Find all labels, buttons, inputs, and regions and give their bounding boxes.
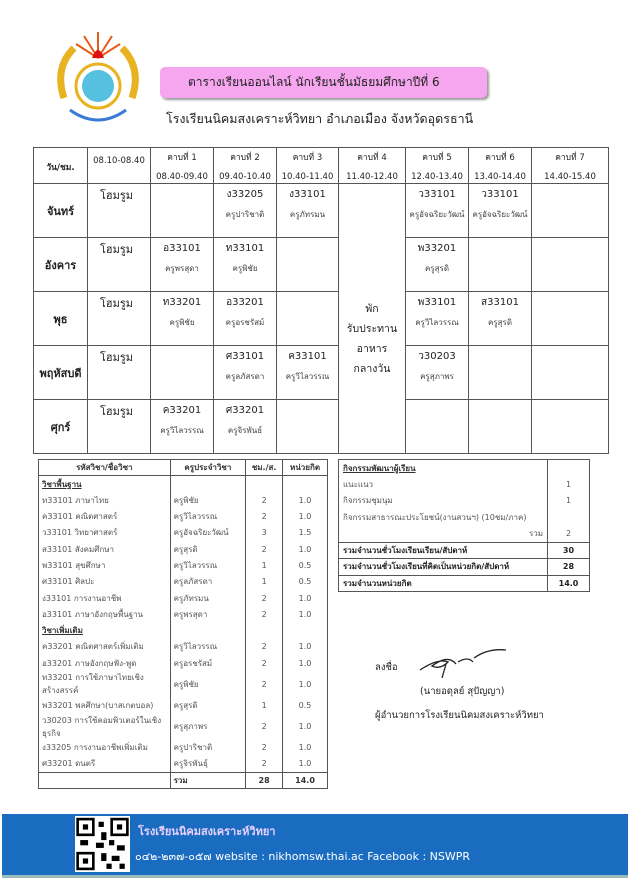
- subjects-table: [38, 459, 328, 789]
- empty-cell: [170, 476, 246, 492]
- teacher-name: ครูปาริชาติ: [225, 210, 265, 219]
- class-cell: [277, 400, 339, 454]
- subjects-header: [39, 460, 328, 476]
- column-header: หน่วยกิต: [283, 460, 328, 476]
- subject-code: พ33201: [417, 243, 457, 254]
- period-header: [532, 148, 609, 184]
- period-label: คาบที่ 1: [167, 153, 197, 163]
- column-header: ครูประจำวิชา: [170, 460, 246, 476]
- lunch-break-cell: [339, 184, 406, 454]
- empty-cell: [548, 460, 590, 477]
- homeroom-cell: โฮมรูม: [88, 238, 151, 292]
- summary-row: [339, 542, 590, 559]
- day-label: จันทร์: [34, 184, 88, 238]
- subject-cell: 0.5: [283, 697, 328, 713]
- subject-cell: 2: [246, 639, 283, 655]
- class-cell: [214, 292, 277, 346]
- subject-row: [39, 508, 328, 524]
- period-label: คาบที่ 2: [230, 153, 260, 163]
- timetable-row: [34, 184, 609, 238]
- class-cell: [406, 184, 469, 238]
- class-cell: [214, 346, 277, 400]
- subject-cell: ง33101 การงานอาชีพ: [42, 593, 122, 603]
- day-label: พฤหัสบดี: [34, 346, 88, 400]
- period-time: 14.40-15.40: [544, 172, 596, 182]
- subject-cell: 2: [246, 655, 283, 671]
- teacher-name: ครูจิรพันธ์: [227, 426, 263, 435]
- subject-code: ว33101: [481, 189, 519, 200]
- lunch-text: รับประทาน: [346, 322, 398, 335]
- activity-row: [339, 476, 590, 493]
- subject-cell: ศ33201 ดนตรี: [42, 759, 96, 769]
- teacher-name: ครูวิไลวรรณ: [160, 426, 204, 435]
- subject-cell: ง33205 การงานอาชีพเพิ่มเติม: [42, 743, 148, 753]
- subject-code: ง33101: [289, 189, 326, 200]
- period-time: 13.40-14.40: [474, 172, 526, 182]
- period-header: [151, 148, 214, 184]
- class-cell: [532, 292, 609, 346]
- subject-cell: 1.0: [283, 590, 328, 606]
- subject-cell: ท33101 ภาษาไทย: [42, 495, 109, 505]
- subject-cell: 1.5: [283, 525, 328, 541]
- subject-code: ว33101: [418, 189, 456, 200]
- corner-header: วัน/ชม.: [34, 148, 88, 184]
- homeroom-cell: โฮมรูม: [88, 184, 151, 238]
- class-cell: [277, 346, 339, 400]
- subject-cell: 1.0: [283, 756, 328, 772]
- footer-contact[interactable]: ๐๔๒-๒๓๗-๐๕๗ website : nikhomsw.thai.ac Facebook : NSWPR: [135, 850, 471, 863]
- activity-hours: 1: [548, 493, 590, 510]
- subject-cell: ครูวิไลวรรณ: [170, 639, 246, 655]
- empty-cell: [170, 622, 246, 638]
- empty-cell: [246, 622, 283, 638]
- subject-code: อ33201: [226, 297, 264, 308]
- class-cell: [214, 184, 277, 238]
- class-cell: [406, 346, 469, 400]
- teacher-name: ครูวิไลวรรณ: [415, 318, 459, 327]
- subject-row: [39, 740, 328, 756]
- subject-cell: ครูวิไลวรรณ: [170, 508, 246, 524]
- class-cell: [406, 292, 469, 346]
- teacher-name: ครูวิไลวรรณ: [285, 372, 330, 381]
- period-label: คาบที่ 4: [357, 153, 387, 163]
- subject-cell: 2: [246, 756, 283, 772]
- class-cell: [406, 238, 469, 292]
- subject-code: ท33201: [162, 297, 202, 308]
- qr-code-icon[interactable]: [75, 816, 130, 872]
- teacher-name: ครูพรสุดา: [165, 264, 199, 273]
- subject-cell: ครูปาริชาติ: [170, 740, 246, 756]
- subject-cell: 1: [246, 557, 283, 573]
- teacher-name: ครูอัจฉริยะวัฒน์: [472, 210, 528, 219]
- subject-cell: ครูสุรดิ: [170, 541, 246, 557]
- subject-cell: ครูวิไลวรรณ: [170, 557, 246, 573]
- total-row: [39, 772, 328, 788]
- subject-cell: 2: [246, 508, 283, 524]
- timetable-row: [34, 238, 609, 292]
- subject-row: [39, 697, 328, 713]
- period-label: คาบที่ 7: [555, 153, 585, 163]
- teacher-name: ครูพิชัย: [232, 264, 258, 273]
- activity-hours: 1: [548, 476, 590, 493]
- signer-name: (นายอดุลย์ สุปัญญา): [420, 686, 505, 697]
- teacher-name: ครูสุรดิ: [424, 264, 450, 273]
- subject-cell: 1: [246, 697, 283, 713]
- subject-cell: ว30203 การใช้คอมพิวเตอร์ในเชิงธุรกิจ: [42, 715, 162, 738]
- school-subtitle: โรงเรียนนิคมสงเคราะห์วิทยา อำเภอเมือง จังหวัดอุดรธานี: [166, 111, 474, 126]
- subject-cell: 1.0: [283, 655, 328, 671]
- period-time: 10.40-11.40: [281, 172, 334, 182]
- subject-cell: 3: [246, 525, 283, 541]
- subject-row: [39, 574, 328, 590]
- subject-cell: ว33101 วิทยาศาสตร์: [42, 528, 118, 538]
- subject-cell: พ33101 สุขศึกษา: [42, 560, 106, 570]
- subject-row: [39, 590, 328, 606]
- subject-cell: 2: [246, 740, 283, 756]
- empty-cell: [246, 476, 283, 492]
- period-label: คาบที่ 6: [485, 153, 515, 163]
- subject-cell: ครูอัจฉริยะวัฒน์: [170, 525, 246, 541]
- class-cell: [214, 238, 277, 292]
- subject-code: พ33101: [417, 297, 457, 308]
- subject-cell: 1.0: [283, 508, 328, 524]
- subject-cell: ครูพิชัย: [170, 671, 246, 697]
- subject-cell: ครูภัทรมน: [170, 590, 246, 606]
- class-cell: [277, 184, 339, 238]
- period-label: คาบที่ 3: [292, 153, 323, 163]
- subject-cell: พ33201 พลศึกษา(บาสเกตบอล): [42, 701, 154, 710]
- timetable-row: [34, 400, 609, 454]
- section-label: วิชาพื้นฐาน: [42, 479, 82, 489]
- footer-school-name: โรงเรียนนิคมสงเคราะห์วิทยา: [138, 825, 276, 838]
- subject-cell: ค33101 คณิตศาสตร์: [42, 512, 118, 522]
- subject-cell: 2: [246, 492, 283, 508]
- period-label: คาบที่ 5: [422, 153, 452, 163]
- activity-name: กิจกรรมชุมนุม: [343, 496, 393, 506]
- class-cell: [406, 400, 469, 454]
- subject-row: [39, 557, 328, 573]
- subject-cell: ครูสุภาพร: [170, 714, 246, 740]
- period-header: [277, 148, 339, 184]
- subject-cell: ท33201 การใช้ภาษาไทยเชิงสร้างสรรค์: [42, 673, 144, 696]
- section-row: [39, 622, 328, 638]
- class-cell: [532, 238, 609, 292]
- subject-cell: 1.0: [283, 740, 328, 756]
- class-cell: [151, 400, 214, 454]
- class-cell: [469, 346, 532, 400]
- signature-image: [418, 648, 508, 678]
- lunch-text: พัก: [365, 302, 379, 315]
- subject-row: [39, 606, 328, 622]
- subject-cell: 2: [246, 606, 283, 622]
- subject-cell: ส33101 สังคมศึกษา: [42, 544, 114, 554]
- homeroom-cell: โฮมรูม: [88, 400, 151, 454]
- signer-position: ผู้อำนวยการโรงเรียนนิคมสงเคราะห์วิทยา: [375, 710, 544, 721]
- summary-label: รวมจำนวนชั่วโมงเรียนเรียน/สัปดาห์: [339, 542, 548, 559]
- subject-code: ค33101: [288, 351, 327, 362]
- subject-cell: 1.0: [283, 541, 328, 557]
- timetable: [33, 147, 609, 454]
- subject-row: [39, 671, 328, 697]
- subject-cell: 1.0: [283, 639, 328, 655]
- subject-cell: 1.0: [283, 606, 328, 622]
- subject-row: [39, 639, 328, 655]
- subject-code: ง33205: [226, 189, 264, 200]
- class-cell: [214, 400, 277, 454]
- column-header: รหัสวิชา/ชื่อวิชา: [39, 460, 171, 476]
- subject-code: อ33101: [163, 243, 201, 254]
- subject-code: ศ33201: [225, 405, 265, 416]
- subject-cell: 2: [246, 714, 283, 740]
- subject-code: ศ33101: [225, 351, 265, 362]
- period-header: [406, 148, 469, 184]
- period-header: [214, 148, 277, 184]
- summary-label: รวมจำนวนชั่วโมงเรียนที่คิดเป็นหน่วยกิต/สัปดาห์: [339, 559, 548, 576]
- day-label: ศุกร์: [34, 400, 88, 454]
- activity-title: กิจกรรมพัฒนาผู้เรียน: [343, 463, 416, 473]
- class-cell: [469, 400, 532, 454]
- period-time: 11.40-12.40: [346, 172, 398, 182]
- empty-cell: [283, 476, 328, 492]
- teacher-name: ครูอัจฉริยะวัฒน์: [409, 210, 465, 219]
- subject-cell: อ33101 ภาษาอังกฤษพื้นฐาน: [42, 609, 144, 619]
- class-cell: [469, 292, 532, 346]
- teacher-name: ครูสุรดิ: [487, 318, 513, 327]
- activity-row: [339, 493, 590, 510]
- class-cell: [532, 400, 609, 454]
- summary-value: 28: [548, 559, 590, 576]
- summary-value: 14.0: [548, 575, 590, 592]
- class-cell: [532, 346, 609, 400]
- activities-table: [338, 459, 590, 592]
- total-label: รวม: [170, 772, 246, 788]
- timetable-row: [34, 346, 609, 400]
- total-credits: 14.0: [283, 772, 328, 788]
- summary-row: [339, 559, 590, 576]
- empty-cell: [39, 772, 171, 788]
- period-time: 09.40-10.40: [219, 172, 271, 182]
- period-header: [88, 148, 151, 184]
- teacher-name: ครูภัทรมน: [289, 210, 326, 219]
- subject-cell: ครูพิชัย: [170, 492, 246, 508]
- empty-cell: [283, 622, 328, 638]
- subject-row: [39, 541, 328, 557]
- day-label: อังคาร: [34, 238, 88, 292]
- subject-code: ท33101: [225, 243, 265, 254]
- class-cell: [277, 292, 339, 346]
- subject-cell: 1: [246, 574, 283, 590]
- teacher-name: ครูลภัสรดา: [225, 372, 265, 381]
- activity-sum-row: [339, 526, 590, 543]
- class-cell: [469, 184, 532, 238]
- subject-row: [39, 714, 328, 740]
- subject-cell: 2: [246, 541, 283, 557]
- timetable-row: [34, 292, 609, 346]
- subject-cell: ครูอรชรัสม์: [170, 655, 246, 671]
- activity-name: กิจกรรมสาธารณะประโยชน์(งานสวนฯ) (10ชม/ภาค): [343, 512, 527, 522]
- lunch-text: กลางวัน: [353, 362, 391, 375]
- day-label: พุธ: [34, 292, 88, 346]
- period-time: 08.10-08.40: [93, 156, 145, 166]
- subject-row: [39, 492, 328, 508]
- section-label: วิชาเพิ่มเติม: [42, 626, 83, 636]
- summary-row: [339, 575, 590, 592]
- activity-name: แนะแนว: [343, 479, 374, 489]
- sign-label: ลงชื่อ: [375, 662, 398, 673]
- subject-cell: 2: [246, 590, 283, 606]
- subject-cell: 0.5: [283, 557, 328, 573]
- period-time: 08.40-09.40: [156, 172, 208, 182]
- subject-cell: ครูลภัสรดา: [170, 574, 246, 590]
- subject-row: [39, 655, 328, 671]
- subject-row: [39, 525, 328, 541]
- subject-cell: 1.0: [283, 671, 328, 697]
- section-row: [39, 476, 328, 492]
- page-title: ตารางเรียนออนไลน์ นักเรียนชั้นมัธยมศึกษาปีที่ 6: [160, 67, 487, 98]
- activity-hours: [548, 509, 590, 526]
- class-cell: [151, 346, 214, 400]
- subject-cell: 1.0: [283, 714, 328, 740]
- activity-row: [339, 509, 590, 526]
- class-cell: [151, 292, 214, 346]
- total-hours: 28: [246, 772, 283, 788]
- subject-code: ส33101: [481, 297, 519, 308]
- lunch-text: อาหาร: [356, 342, 388, 355]
- activity-title-row: [339, 460, 590, 477]
- teacher-name: ครูอรชรัสม์: [225, 318, 265, 327]
- homeroom-cell: โฮมรูม: [88, 292, 151, 346]
- period-header: [339, 148, 406, 184]
- subject-cell: อ33201 ภาษอังกฤษฟัง-พูด: [42, 658, 137, 668]
- activity-sum-value: 2: [548, 526, 590, 543]
- subject-row: [39, 756, 328, 772]
- subject-cell: ครูพรสุดา: [170, 606, 246, 622]
- subject-cell: ครูสุรดิ: [170, 697, 246, 713]
- subject-cell: 0.5: [283, 574, 328, 590]
- teacher-name: ครูพิชัย: [169, 318, 195, 327]
- subject-code: ค33201: [162, 405, 202, 416]
- activity-sum-label: รวม: [528, 529, 543, 538]
- class-cell: [151, 238, 214, 292]
- school-logo: [50, 28, 146, 132]
- period-time: 12.40-13.40: [411, 172, 463, 182]
- subject-cell: ครูจิรพันธุ์: [170, 756, 246, 772]
- summary-value: 30: [548, 542, 590, 559]
- class-cell: [532, 184, 609, 238]
- homeroom-cell: โฮมรูม: [88, 346, 151, 400]
- period-header: [469, 148, 532, 184]
- summary-label: รวมจำนวนหน่วยกิต: [339, 575, 548, 592]
- teacher-name: ครูสุภาพร: [420, 372, 454, 381]
- subject-cell: 1.0: [283, 492, 328, 508]
- subject-cell: ค33201 คณิตศาสตร์เพิ่มเติม: [42, 642, 144, 652]
- class-cell: [469, 238, 532, 292]
- subject-cell: 2: [246, 671, 283, 697]
- class-cell: [277, 238, 339, 292]
- class-cell: [151, 184, 214, 238]
- subject-cell: ศ33101 ศิลปะ: [42, 577, 95, 587]
- subject-code: ว30203: [418, 351, 456, 362]
- column-header: ชม./ส.: [246, 460, 283, 476]
